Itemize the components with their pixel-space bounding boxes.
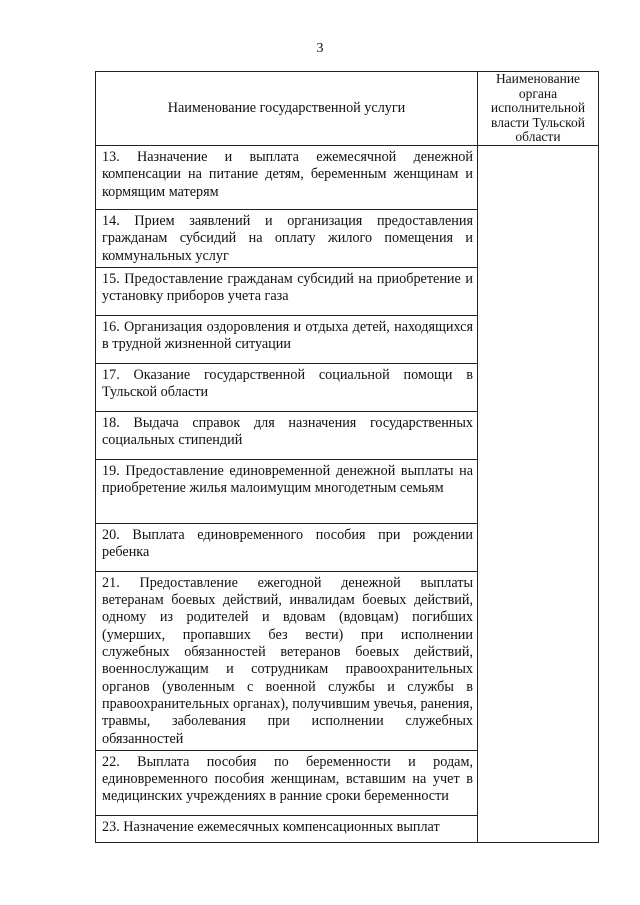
service-cell [96,571,478,750]
service-cell [96,523,478,571]
service-text: 17. Оказание государственной социальной помощи в Тульской области [102,366,473,401]
service-text: 23. Назначение ежемесячных компенсационных выплат [102,818,440,835]
page-number: 3 [316,41,324,56]
service-text: 20. Выплата единовременного пособия при рождении ребенка [102,526,473,561]
service-cell [96,459,478,523]
service-cell [96,210,478,268]
service-cell [96,363,478,411]
table-row [96,146,599,210]
service-cell [96,815,478,842]
service-cell [96,411,478,459]
header-service [96,72,478,146]
header-authority: Наименование органа исполнительной власти Тульской области [478,72,599,146]
service-text: 22. Выплата пособия по беременности и родам, единовременного пособия женщинам, вставшим на учет в медицинских учреждениях в ранние сроки беременности [102,753,473,805]
service-text: 13. Назначение и выплата ежемесячной денежной компенсации на питание детям, беременным женщинам и кормящим матерям [102,149,473,200]
service-cell [96,267,478,315]
table-header-row [96,72,599,146]
service-text: 15. Предоставление гражданам субсидий на приобретение и установку приборов учета газа [102,270,473,305]
services-table [95,71,599,843]
service-text: 21. Предоставление ежегодной денежной выплаты ветеранам боевых действий, инвалидам боевых действий, одному из родителей и вдовам (вдовцам) погибших (умерших, пропавших без вести) при исполнении служебных обязанностей ветеранов боевых действий, военнослужащим и сотрудникам правоохранительных органов (уволенным с военной службы и службы в правоохранительных органах), получившим увечья, ранения, травмы, заболевания при исполнении служебных обязанностей [102,574,473,747]
header-service-label: Наименование государственной услуги [167,99,406,116]
service-cell [96,146,478,210]
service-text: 16. Организация оздоровления и отдыха детей, находящихся в трудной жизненной ситуации [102,318,473,353]
authority-cell [478,146,599,843]
service-cell [96,315,478,363]
service-cell [96,750,478,815]
service-text: 14. Прием заявлений и организация предоставления гражданам субсидий на оплату жилого помещения и коммунальных услуг [102,213,473,264]
service-text: 18. Выдача справок для назначения государственных социальных стипендий [102,414,473,449]
service-text: 19. Предоставление единовременной денежной выплаты на приобретение жилья малоимущим многодетным семьям [102,462,473,497]
table-body [96,146,599,843]
